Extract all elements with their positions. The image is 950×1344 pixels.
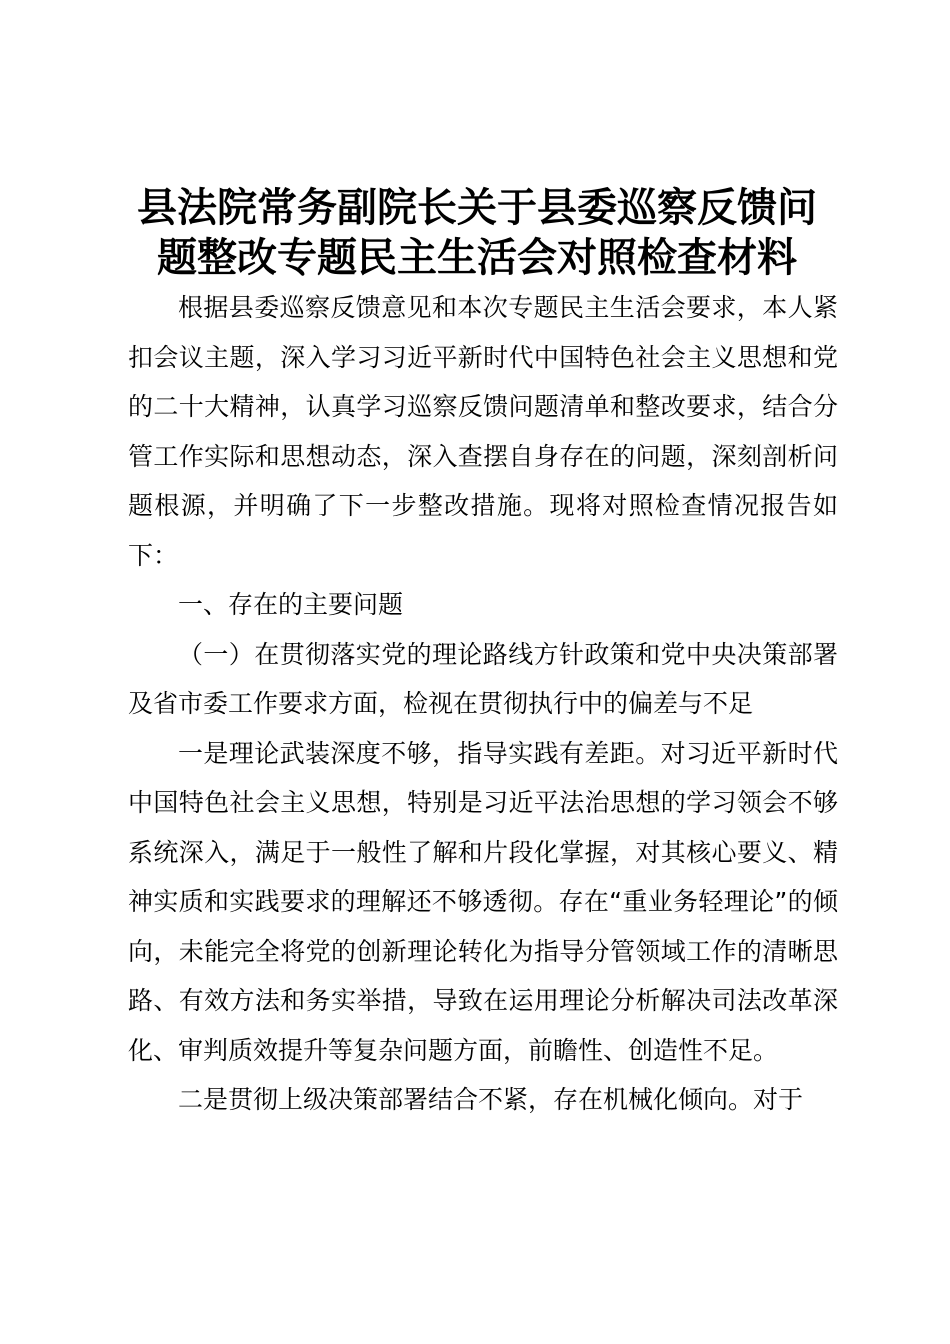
document-title	[120, 183, 834, 283]
section-heading-1: 一、存在的主要问题	[178, 590, 404, 619]
title-line-1: 县法院常务副院长关于县委巡察反馈问	[137, 185, 817, 231]
title-line-2: 题整改专题民主生活会对照检查材料	[157, 235, 797, 281]
intro-paragraph: 根据县委巡察反馈意见和本次专题民主生活会要求，本人紧扣会议主题，深入学习习近平新时代中国特色社会主义思想和党的二十大精神，认真学习巡察反馈问题清单和整改要求，结合分管工作实际和思想动态，深入查摆自身存在的问题，深刻剖析问题根源，并明确了下一步整改措施。现将对照检查情况报告如下：	[128, 293, 838, 570]
subsection-heading-1: （一）在贯彻落实党的理论路线方针政策和党中央决策部署及省市委工作要求方面，检视在贯彻执行中的偏差与不足	[128, 639, 838, 718]
document-body	[128, 283, 838, 1125]
point-paragraph-2: 二是贯彻上级决策部署结合不紧，存在机械化倾向。对于	[178, 1085, 804, 1114]
point-paragraph-1: 一是理论武装深度不够，指导实践有差距。对习近平新时代中国特色社会主义思想，特别是习近平法治思想的学习领会不够系统深入，满足于一般性了解和片段化掌握，对其核心要义、精神实质和实践要求的理解还不够透彻。存在“重业务轻理论”的倾向，未能完全将党的创新理论转化为指导分管领域工作的清晰思路、有效方法和务实举措，导致在运用理论分析解决司法改革深化、审判质效提升等复杂问题方面，前瞻性、创造性不足。	[128, 738, 838, 1065]
